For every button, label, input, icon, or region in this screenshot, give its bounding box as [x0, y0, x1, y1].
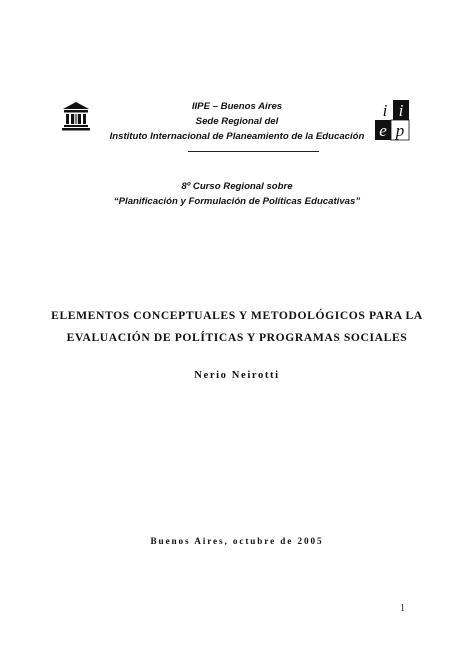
header-divider	[188, 151, 319, 152]
title-line-2: EVALUACIÓN DE POLÍTICAS Y PROGRAMAS SOCIALES	[66, 331, 408, 344]
course-line-2: “Planificación y Formulación de Políticas Educativas”	[113, 196, 361, 207]
logo-letter-e: e	[379, 121, 387, 140]
institution-header	[90, 99, 384, 144]
header-line-3: Instituto Internacional de Planeamiento de la Educación	[109, 131, 365, 142]
document-title	[40, 305, 434, 349]
place-and-date: Buenos Aires, octubre de 2005	[150, 536, 324, 546]
header-line-1: IIPE – Buenos Aires	[191, 101, 283, 112]
logo-letter-i1: i	[382, 101, 388, 120]
logo-letter-p: p	[395, 121, 405, 140]
logo-letter-i2: i	[398, 101, 404, 120]
header-line-2: Sede Regional del	[195, 116, 279, 127]
title-line-1: ELEMENTOS CONCEPTUALES Y METODOLÓGICOS PARA LA	[51, 309, 423, 322]
page-number: 1	[400, 603, 405, 614]
course-line-1: 8º Curso Regional sobre	[181, 181, 293, 192]
unesco-temple-icon	[62, 101, 90, 131]
author-name: Nerio Neirotti	[194, 370, 280, 381]
course-info	[70, 179, 404, 209]
